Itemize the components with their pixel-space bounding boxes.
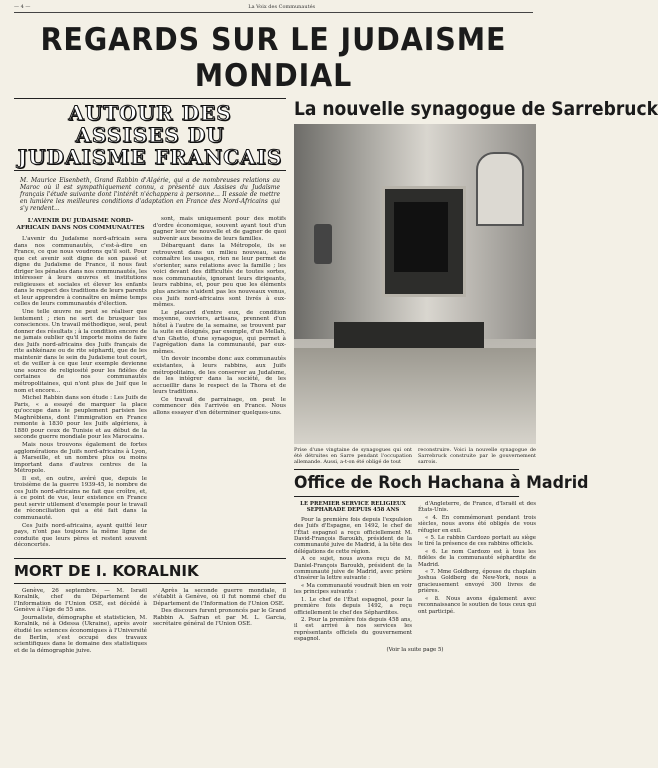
article-column-1	[14, 216, 147, 550]
paragraph: L'avenir du Judaïsme nord-africain sera dans nos communautés, c'est-à-dire en France, ce que nous voudrons qu'il soit. Pour que cet avenir soit digne de son passé et digne du Judaïsme de France, il nous faut diriger les pénates dans nos communautés, les intéresser à leurs œuvres et institutions religieuses et sociales et élever les enfants dans le respect des traditions de leurs parents et leur apprendre à connaître en même temps celles de leurs communautés d'élection.	[14, 236, 147, 308]
section-heading: L'AVENIR DU JUDAISME NORD-AFRICAIN DANS NOS COMMUNAUTES	[16, 218, 145, 231]
paragraph: « 7. Mme Goldberg, épouse du chaplain Joshua Goldberg de New-York, nous a gracieusement envoyé 300 livres de prières.	[418, 569, 536, 595]
paragraph: Mais nous trouvons également de fortes agglomérations de Juifs nord-africains à Lyon, à Marseille, et un nombre plus ou moins important dans d'autres centres de la Métropole.	[14, 441, 147, 475]
paragraph: Après la seconde guerre mondiale, il s'établit à Genève, où il fut nommé chef du Département de l'Information de l'Union OSE.	[153, 587, 286, 607]
paragraph: « Ma communauté voudrait bien en voir les principes suivants :	[294, 582, 412, 596]
caption-right: reconstruire. Voici la nouvelle synagogue de Sarrebruck construite par le gouvernement sarrois.	[418, 447, 536, 465]
paragraph: Ces Juifs nord-africains, ayant quitté leur pays, n'ont pas toujours la même ligne de conduite que leurs pères et restent souvent déconcertés.	[14, 522, 147, 549]
paragraph: 2. Pour la première fois depuis 458 ans, il est arrivé à nos services les représentants officiels du gouvernement espagnol.	[294, 616, 412, 643]
article-title-line-2: JUDAISME FRANCAIS	[17, 145, 283, 169]
paragraph: A ce sujet, nous avons reçu de M. Daniel-François Baroukh, président de la communauté juive de Madrid, avec prière d'insérer la lettre suivante :	[294, 556, 412, 582]
publication-name: La Voix des Communautés	[248, 4, 316, 10]
article-title	[14, 98, 286, 171]
tablets-of-law-icon	[476, 152, 524, 226]
paragraph: Journaliste, démographe et statisticien, M. Koralnik, né à Odessa (Ukraine), après avoir étudié les sciences économiques à l'Université de Berlin, s'est occupé des travaux scientifiques dans le domaine des statistiques et de la démographie juive.	[14, 614, 147, 654]
paragraph: Michel Rabbin dans son étude : Les Juifs de Paris, « a essayé de marquer la place qu'occupe dans le peuplement parisien les Maghrébiens, dont l'immigration en France remonte à 1830 pour les Juifs algériens, à 1880 pour ceux de Tunisie et au début de la seconde guerre mondiale pour les Marocains.	[14, 395, 147, 441]
photo-caption	[294, 447, 536, 465]
paragraph: Ce travail de parrainage, on peut le commencer dès l'arrivée en France. Nous allons essayer d'en déterminer quelques-uns.	[153, 396, 286, 416]
paragraph: Pour la première fois depuis l'expulsion des Juifs d'Espagne, en 1492, le chef de l'État espagnol a reçu officiellement M. David-François Baroukh, président de la communauté juive de Madrid, à la tête des délégations de cette région.	[294, 516, 412, 555]
paragraph: Une telle œuvre ne peut se réaliser que lentement ; rien ne sert de brusquer les consciences. Un travail méthodique, seul, peut donner des résultats ; à la condition encore de ne jamais oublier qu'il importe moins de faire des Juifs nord-africains des Juifs français de rite ashkénaze ou de rite séphardi, que de les maintenir dans le sein du Judaïsme tout court, et de veiller à ce que leur exemple devienne une source de religiosité pour les fidèles de certaines de nos communautés métropolitaines, qui n'ont plus de Juif que le nom et encore...	[14, 309, 148, 394]
section-heading: LE PREMIER SERVICE RELIGIEUX SEPHARADE DEPUIS 458 ANS	[300, 501, 406, 514]
office-column-1	[294, 501, 412, 644]
paragraph: Un devoir incombe donc aux communautés existantes, à leurs rabbins, aux Juifs métropolitains, de les conserver au Judaïsme, de les intégrer dans la société, de les accueillir dans le respect de la Thora et de leurs traditions.	[153, 356, 286, 396]
caption-left: Prise d'une vingtaine de synagogues qui ont été détruites en Sarre pendant l'occupation allemande. Aussi, a-t-on été obligé de tout	[294, 447, 412, 465]
synagogue-photo	[294, 124, 536, 444]
obituary-column-1	[14, 588, 147, 655]
right-articles	[294, 98, 658, 655]
paragraph: « 6. Le nom Cardozo est à tous les fidèles de la communauté séphardite de Madrid.	[418, 548, 536, 568]
page-headline: REGARDS SUR LE JUDAISME MONDIAL	[40, 22, 507, 94]
paragraph: Il est, en outre, avéré que, depuis le troisième de la guerre 1939-45, le nombre de ces Juifs nord-africains ne fait que croître, et, à ce point de vue, leur existence en France peut servir utilement d'exemple pour le travail de réconciliation qui a été fait dans la communauté.	[14, 475, 147, 521]
paragraph: « 8. Nous avons également avec reconnaissance le soutien de tous ceux qui ont participé.	[418, 595, 536, 615]
obituary-title: MORT DE I. KORALNIK	[14, 558, 286, 584]
page-number: — 4 —	[14, 4, 31, 10]
obituary-column-2	[153, 588, 286, 655]
paragraph: 1. Le chef de l'État espagnol, pour la première fois depuis 1492, a reçu officiellement le chef des Séphardites.	[294, 596, 412, 616]
paragraph: d'Angleterre, de France, d'Israël et des États-Unis.	[418, 501, 536, 514]
paragraph: « 5. Le rabbin Cardozo portait au siège le tiré la présence de ces rabbins officiels.	[418, 535, 536, 548]
paragraph: Genève, 26 septembre. — M. Israël Koralnik, chef du Département de l'Information de l'Union OSE, est décédé à Genève à l'âge de 55 ans.	[14, 587, 147, 614]
article-column-2	[153, 216, 286, 550]
synagogue-article-title: La nouvelle synagogue de Sarrebruck	[294, 98, 658, 120]
menorah-icon	[314, 224, 332, 264]
paragraph: Débarquant dans la Métropole, ils se retrouvent dans un milieu nouveau, sans connaître les usages, rien ne leur permet de s'orienter, sans relations avec la famille ; les voici devant des difficultés de toutes sortes, nos communautés, ignorant leurs dirigeants, leurs rabbins, et, pour peu que les éléments plus anciens n'aident pas les nouveaux venus, ces Juifs nord-africains sont livrés à eux-mêmes.	[153, 243, 286, 309]
office-column-2	[418, 501, 536, 644]
left-article	[14, 98, 286, 655]
continued-note: (Voir la suite page 5)	[386, 646, 444, 653]
office-article-title: Office de Roch Hachana à Madrid	[294, 469, 519, 497]
paragraph: « 4. En commémorant pendant trois siècles, nous avons été obligés de vous réfugier en exil.	[418, 514, 536, 534]
bimah	[334, 322, 484, 348]
article-intro: M. Maurice Eisenbeth, Grand Rabbin d'Algérie, qui a de nombreuses relations au Maroc où il est sympathiquement connu, a présenté aux Assises du Judaïsme français l'étude suivante dont l'intérêt n'échappera à personne... Il essaie de mettre en lumière les meilleures conditions d'adaptation en France des Nord-Africains qui s'y rendent...	[20, 177, 280, 212]
running-header	[14, 4, 533, 13]
article-title-line-1: AUTOUR DES ASSISES DU	[68, 101, 232, 147]
paragraph: Des discours furent prononcés par le Grand Rabbin A. Safran et par M. L. Garcia, secrétaire général de l'Union OSE.	[153, 608, 286, 628]
paragraph: Le placard d'entre eux, de condition moyenne, ouvriers, artisans, prennent d'un hôtel à l'autre de la semaine, se trouvent par la suite en éloignés, par exemple, d'un Mellah, d'un Ghetto, d'une synagogue, qui permet à l'agrégation dans la communauté, par eux-mêmes.	[153, 309, 286, 355]
paragraph: sont, mais uniquement pour des motifs d'ordre économique, souvent ayant tout d'un gagner leur vie nouvelle et de gagner de quoi subvenir aux besoins de leurs familles.	[153, 216, 286, 242]
